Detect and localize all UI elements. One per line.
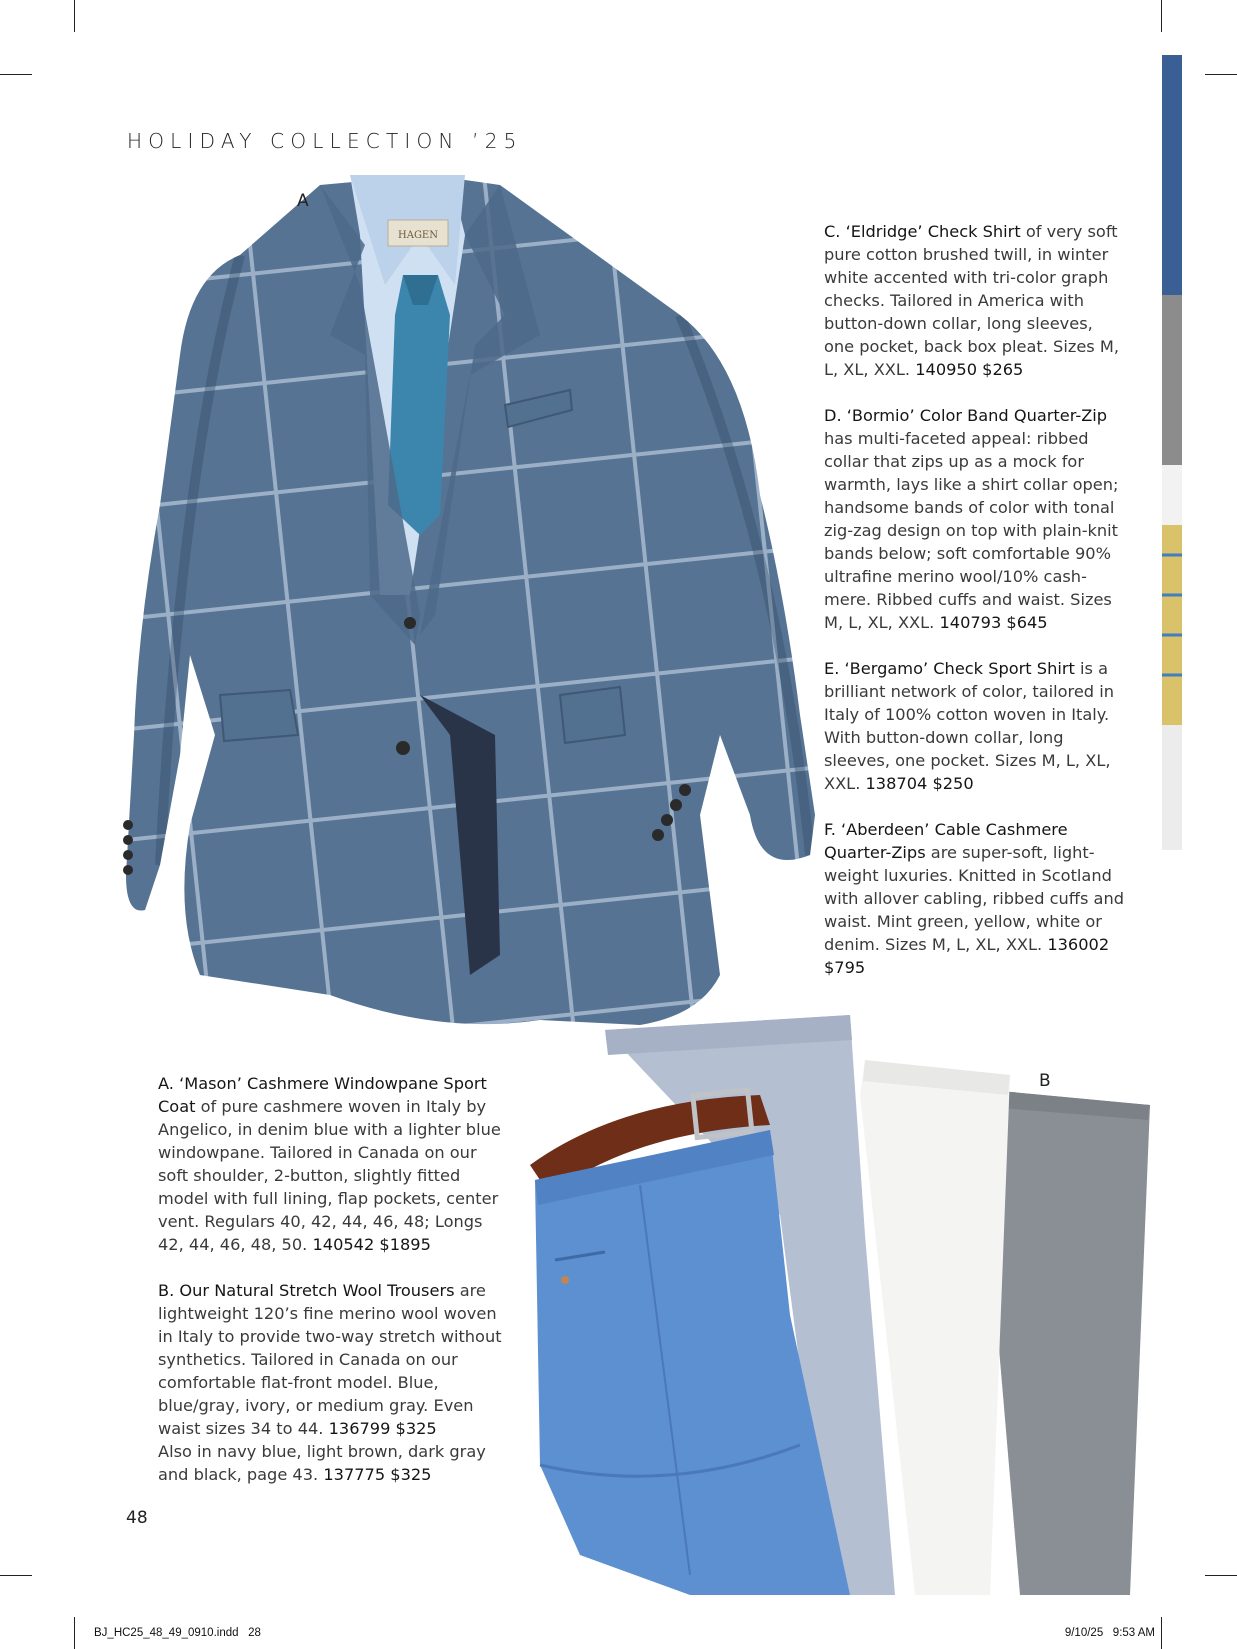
- item-f-name: F. ‘Aberdeen’ Cable Cashmere Quarter-Zips: [824, 820, 1068, 862]
- item-d-name: D. ‘Bormio’ Color Band Quarter-Zip: [824, 406, 1108, 425]
- trousers-photo: [520, 1015, 1160, 1595]
- adjacent-page-photo-strip: [1162, 55, 1182, 850]
- sport-coat-photo: [120, 175, 815, 1065]
- item-e-description: [824, 657, 1124, 795]
- jacket-label: HAGEN: [398, 230, 438, 241]
- crop-mark: [0, 74, 32, 75]
- item-a-name: A. ‘Mason’ Cashmere Windowpane Sport Coat: [158, 1074, 487, 1116]
- item-b-description: [158, 1279, 503, 1486]
- item-c-name: C. ‘Eldridge’ Check Shirt: [824, 222, 1021, 241]
- item-b-also-price: 137775 $325: [323, 1465, 432, 1484]
- item-a-price: 140542 $1895: [312, 1235, 431, 1254]
- collection-title: HOLIDAY COLLECTION ’25: [127, 129, 523, 153]
- item-e-name: E. ‘Bergamo’ Check Sport Shirt: [824, 659, 1075, 678]
- crop-mark: [0, 1575, 32, 1576]
- item-b-text: are lightweight 120’s fine merino wool woven in Italy to provide two-way stretch without synthetics. Tailored in Canada on our comfortable flat-front model. Blue, blue/gray, ivory, or medium gray. Even waist sizes 34 to 44.: [158, 1281, 502, 1438]
- photo-label-a: A: [297, 191, 309, 211]
- description-column-left: [158, 1072, 503, 1486]
- crop-mark: [1161, 0, 1162, 32]
- item-b-price: 136799 $325: [328, 1419, 437, 1438]
- crop-mark: [1161, 1617, 1162, 1649]
- description-column-right: [824, 220, 1124, 1002]
- item-c-price: 140950 $265: [915, 360, 1024, 379]
- crop-mark: [74, 1617, 75, 1649]
- item-c-text: of very soft pure cotton brushed twill, in winter white accented with tri-color graph checks. Tailored in America with button-down collar, long sleeves, one pocket, back box pleat. Sizes M, L, XL, XXL.: [824, 222, 1119, 379]
- item-e-price: 138704 $250: [865, 774, 974, 793]
- item-d-text: has multi-faceted appeal: ribbed collar that zips up as a mock for warmth, lays like a shirt collar open; handsome bands of color with tonal zig-zag design on top with plain-knit bands below; soft comfortable 90% ultrafine merino wool/10% cash-mere. Ribbed cuffs and waist. Sizes M, L, XL, XXL.: [824, 429, 1119, 632]
- item-a-description: [158, 1072, 503, 1256]
- item-f-text: are super-soft, light-weight luxuries. Knitted in Scotland with allover cabling, ribbed cuffs and waist. Mint green, yellow, white or denim. Sizes M, L, XL, XXL.: [824, 843, 1124, 954]
- crop-mark: [74, 0, 75, 32]
- photo-label-b: B: [1039, 1071, 1051, 1091]
- slug-file-info: BJ_HC25_48_49_0910.indd 28: [94, 1627, 261, 1639]
- item-d-description: [824, 404, 1124, 634]
- item-f-price: 136002 $795: [824, 935, 1110, 977]
- item-b-also-text: Also in navy blue, light brown, dark gray and black, page 43.: [158, 1442, 486, 1484]
- item-b-name: B. Our Natural Stretch Wool Trousers: [158, 1281, 455, 1300]
- item-e-text: is a brilliant network of color, tailored in Italy of 100% cotton woven in Italy. With button-down collar, long sleeves, one pocket. Sizes M, L, XL, XXL.: [824, 659, 1114, 793]
- page-number: 48: [126, 1508, 148, 1528]
- crop-mark: [1205, 1575, 1237, 1576]
- item-a-text: of pure cashmere woven in Italy by Angelico, in denim blue with a lighter blue windowpane. Tailored in Canada on our soft shoulder, 2-button, slightly fitted model with full lining, flap pockets, center vent. Regulars 40, 42, 44, 46, 48; Longs 42, 44, 46, 48, 50.: [158, 1097, 501, 1254]
- item-c-description: [824, 220, 1124, 381]
- item-f-description: [824, 818, 1124, 979]
- crop-mark: [1205, 74, 1237, 75]
- slug-timestamp: 9/10/25 9:53 AM: [1064, 1627, 1155, 1639]
- item-d-price: 140793 $645: [939, 613, 1048, 632]
